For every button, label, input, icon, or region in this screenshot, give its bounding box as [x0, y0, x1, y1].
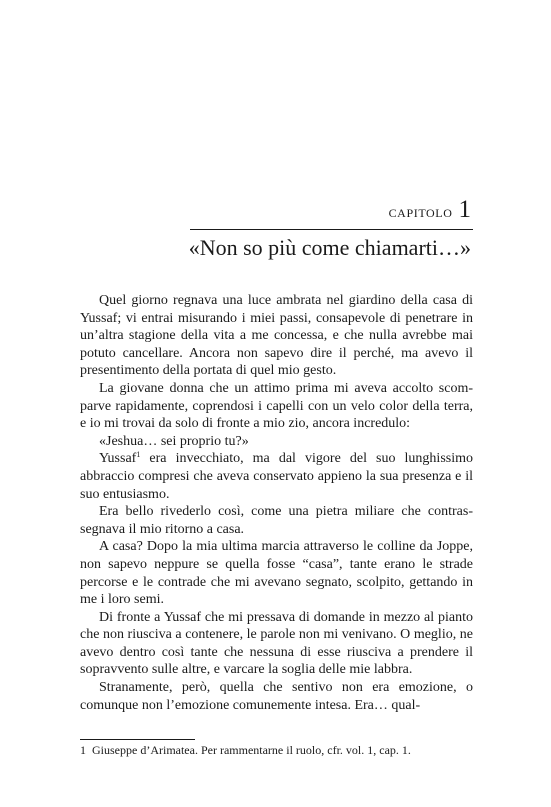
- name-yussaf: Yussaf: [99, 451, 137, 467]
- paragraph: Quel giorno regnava una luce ambrata nel giardino della casa di Yussaf; vi entrai misurando i miei passi, consapevole di penetrare in un’altra stagione della vita a me concessa, e che nulla avrebbe mai potuto cancellare. Ancora non sapevo dire il perché, ma avevo il presentimento della portata di quel mio gesto.: [80, 293, 473, 379]
- footnote-text: Giuseppe d’Arimatea. Per rammentarne il ruolo, cfr. vol. 1, cap. 1.: [92, 743, 411, 757]
- chapter-rule: [190, 229, 473, 230]
- footnote-number: 1: [80, 743, 86, 757]
- paragraph: La giovane donna che un attimo prima mi aveva accolto scomparve rapidamente, coprendosi i capelli con un velo color della terra, e io mi trovai da solo di fronte a mio zio, ancora incredulo:: [80, 380, 473, 432]
- body-text: [80, 292, 473, 714]
- paragraph: [80, 450, 473, 503]
- paragraph: A casa? Dopo la mia ultima marcia attraverso le colline da Joppe, non sapevo neppure se quella fosse “casa”, tante erano le strade percorse e le contrade che mi avevano segnato, scolpito, gettando in me i loro semi.: [80, 539, 473, 608]
- footnote: [80, 743, 411, 758]
- chapter-word: CAPITOLO: [388, 206, 453, 220]
- footnote-rule: [80, 739, 195, 740]
- chapter-label: [389, 197, 471, 222]
- chapter-heading: [190, 196, 471, 224]
- paragraph: Di fronte a Yussaf che mi pressava di domande in mezzo al pianto che non riusciva a contenere, le parole non mi venivano. O meglio, ne avevo dentro così tante che nessuna di esse riusciva a prendere il sopravvento sulle altre, e varcare la soglia delle mie labbra.: [80, 609, 473, 678]
- chapter-number: 1: [458, 196, 471, 223]
- paragraph: «Jeshua… sei proprio tu?»: [99, 433, 249, 449]
- paragraph-text: era invecchiato, ma dal vigore del suo lunghissimo abbraccio compresi che aveva conservato appieno la sua presenza e il suo entusiasmo.: [80, 451, 473, 502]
- footnote-reference[interactable]: 1: [136, 450, 141, 460]
- chapter-title: «Non so più come chiamarti…»: [188, 235, 471, 260]
- paragraph: Era bello rivederlo così, come una pietra miliare che contrassegnava il mio ritorno a casa.: [80, 504, 473, 537]
- paragraph: Stranamente, però, quella che sentivo non era emozione, o comunque non l’emozione comunemente intesa. Era… qual-: [80, 680, 473, 713]
